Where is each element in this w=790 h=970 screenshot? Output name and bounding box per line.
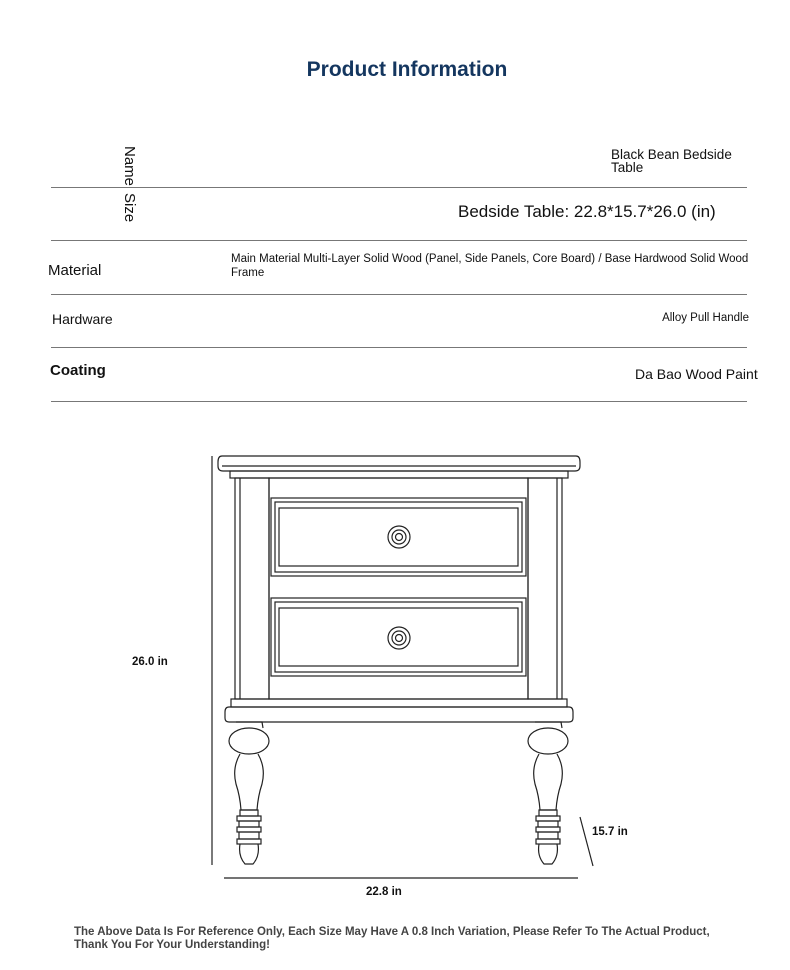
base-frame xyxy=(225,707,573,722)
depth-dimension-label: 15.7 in xyxy=(592,826,628,838)
depth-dimension-line xyxy=(580,817,593,866)
name-label: Name xyxy=(121,146,138,187)
width-dimension-label: 22.8 in xyxy=(366,886,402,898)
coating-value: Da Bao Wood Paint xyxy=(635,366,758,382)
name-value: Black Bean Bedside Table xyxy=(611,147,732,175)
page-title: Product Information xyxy=(306,58,508,81)
height-dimension-label: 26.0 in xyxy=(132,656,168,668)
hardware-label: Hardware xyxy=(52,311,113,327)
top-drawer-pull xyxy=(388,526,410,548)
disclaimer-note: The Above Data Is For Reference Only, Each Size May Have A 0.8 Inch Variation, Please Refer To The Actual Product, Thank You For Your Understanding! xyxy=(74,926,710,951)
size-value: Bedside Table: 22.8*15.7*26.0 (in) xyxy=(458,202,716,221)
size-label: Size xyxy=(121,193,138,223)
left-leg xyxy=(229,722,269,864)
coating-label: Coating xyxy=(50,362,106,379)
material-label: Material xyxy=(48,262,102,279)
tabletop xyxy=(218,456,580,471)
right-leg xyxy=(528,722,568,864)
material-value: Main Material Multi-Layer Solid Wood (Panel, Side Panels, Core Board) / Base Hardwood Solid Wood Frame xyxy=(231,253,749,279)
bottom-drawer xyxy=(271,598,526,676)
bottom-drawer-pull xyxy=(388,627,410,649)
hardware-value: Alloy Pull Handle xyxy=(662,312,749,324)
top-drawer xyxy=(271,498,526,576)
